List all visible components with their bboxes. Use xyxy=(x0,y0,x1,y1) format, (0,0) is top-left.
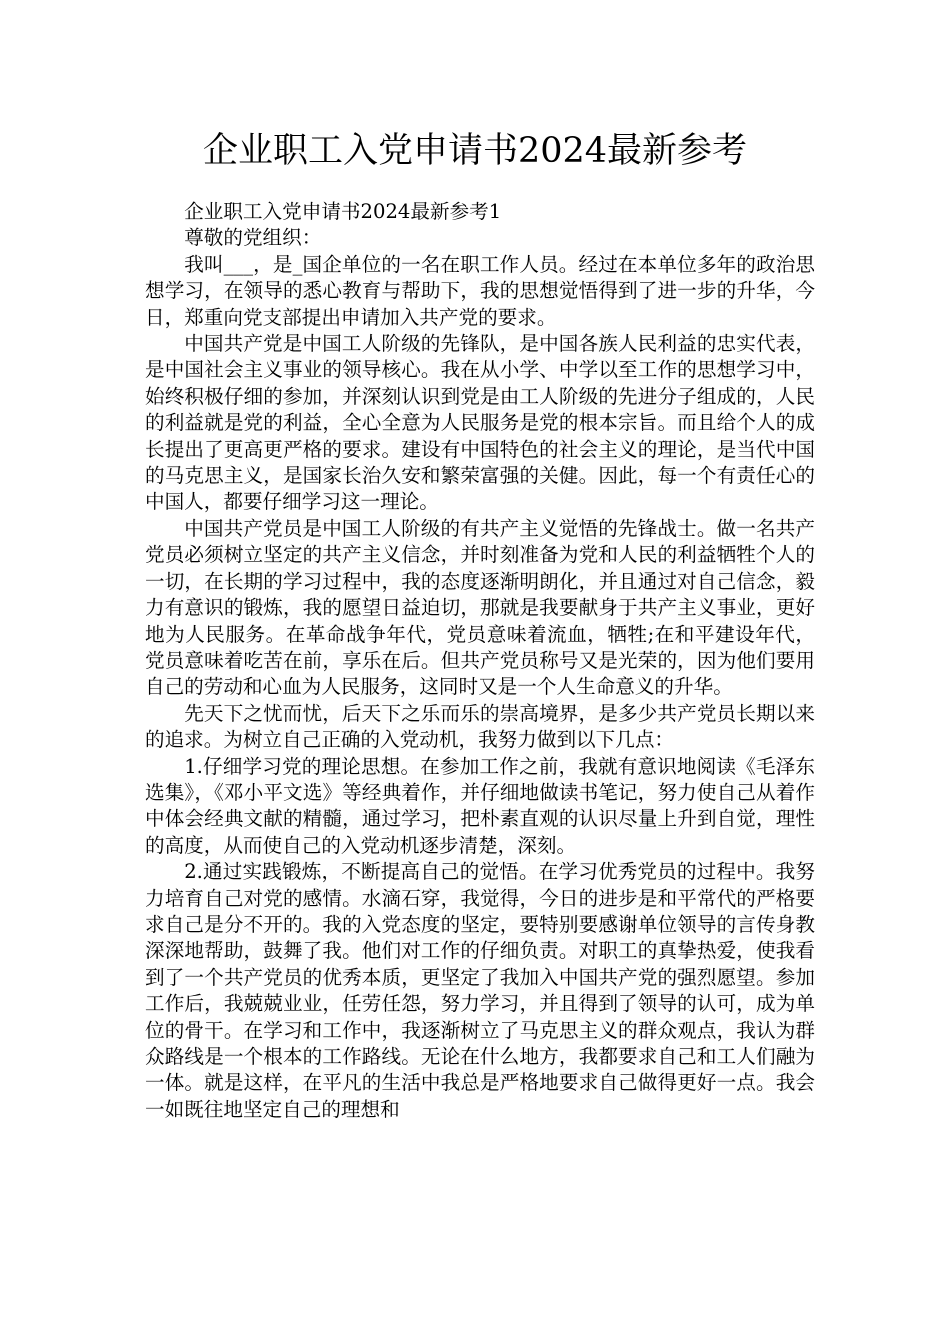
body-paragraph: 我叫___，是_国企单位的一名在职工作人员。经过在本单位多年的政治思想学习，在领导的悉心教育与帮助下，我的思想觉悟得到了进一步的升华，今日，郑重向党支部提出申请加入共产党的要求。 xyxy=(145,252,815,329)
document-body xyxy=(145,199,815,1123)
body-paragraph: 中国共产党员是中国工人阶级的有共产主义觉悟的先锋战士。做一名共产党员必须树立坚定的共产主义信念，并时刻准备为党和人民的利益牺牲个人的一切，在长期的学习过程中，我的态度逐渐明朗化，并且通过对自己信念，毅力有意识的锻炼，我的愿望日益迫切，那就是我要献身于共产主义事业，更好地为人民服务。在革命战争年代，党员意味着流血，牺牲;在和平建设年代，党员意味着吃苦在前，享乐在后。但共产党员称号又是光荣的，因为他们要用自己的劳动和心血为人民服务，这同时又是一个人生命意义的升华。 xyxy=(145,516,815,699)
salutation-paragraph: 尊敬的党组织： xyxy=(184,226,322,250)
body-paragraph: 先天下之忧而忧，后天下之乐而乐的崇高境界，是多少共产党员长期以来的追求。为树立自己正确的入党动机，我努力做到以下几点： xyxy=(145,701,815,752)
numbered-paragraph: 2.通过实践锻炼，不断提高自己的觉悟。在学习优秀党员的过程中。我努力培育自己对党的感情。水滴石穿，我觉得，今日的进步是和平常代的严格要求自己是分不开的。我的入党态度的坚定，要特别要感谢单位领导的言传身教深深地帮助，鼓舞了我。他们对工作的仔细负责。对职工的真挚热爱，使我看到了一个共产党员的优秀本质，更坚定了我加入中国共产党的强烈愿望。参加工作后，我兢兢业业，任劳任怨，努力学习，并且得到了领导的认可，成为单位的骨干。在学习和工作中，我逐渐树立了马克思主义的群众观点，我认为群众路线是一个根本的工作路线。无论在什么地方，我都要求自己和工人们融为一体。就是这样，在平凡的生活中我总是严格地要求自己做得更好一点。我会一如既往地坚定自己的理想和 xyxy=(145,860,815,1121)
numbered-paragraph: 1.仔细学习党的理论思想。在参加工作之前，我就有意识地阅读《毛泽东选集》，《邓小平文选》等经典着作，并仔细地做读书笔记，努力使自己从着作中体会经典文献的精髓，通过学习，把朴素直观的认识尽量上升到自觉，理性的高度，从而使自己的入党动机逐步清楚，深刻。 xyxy=(145,754,815,857)
subtitle-paragraph: 企业职工入党申请书2024最新参考1 xyxy=(184,200,502,223)
document-title: 企业职工入党申请书2024最新参考 xyxy=(202,131,748,171)
body-paragraph: 中国共产党是中国工人阶级的先锋队，是中国各族人民利益的忠实代表，是中国社会主义事业的领导核心。我在从小学、中学以至工作的思想学习中，始终积极仔细的参加，并深刻认识到党是由工人阶级的先进分子组成的，人民的利益就是党的利益，全心全意为人民服务是党的根本宗旨。而且给个人的成长提出了更高更严格的要求。建设有中国特色的社会主义的理论，是当代中国的马克思主义，是国家长治久安和繁荣富强的关健。因此，每一个有责任心的中国人，都要仔细学习这一理论。 xyxy=(145,332,815,514)
